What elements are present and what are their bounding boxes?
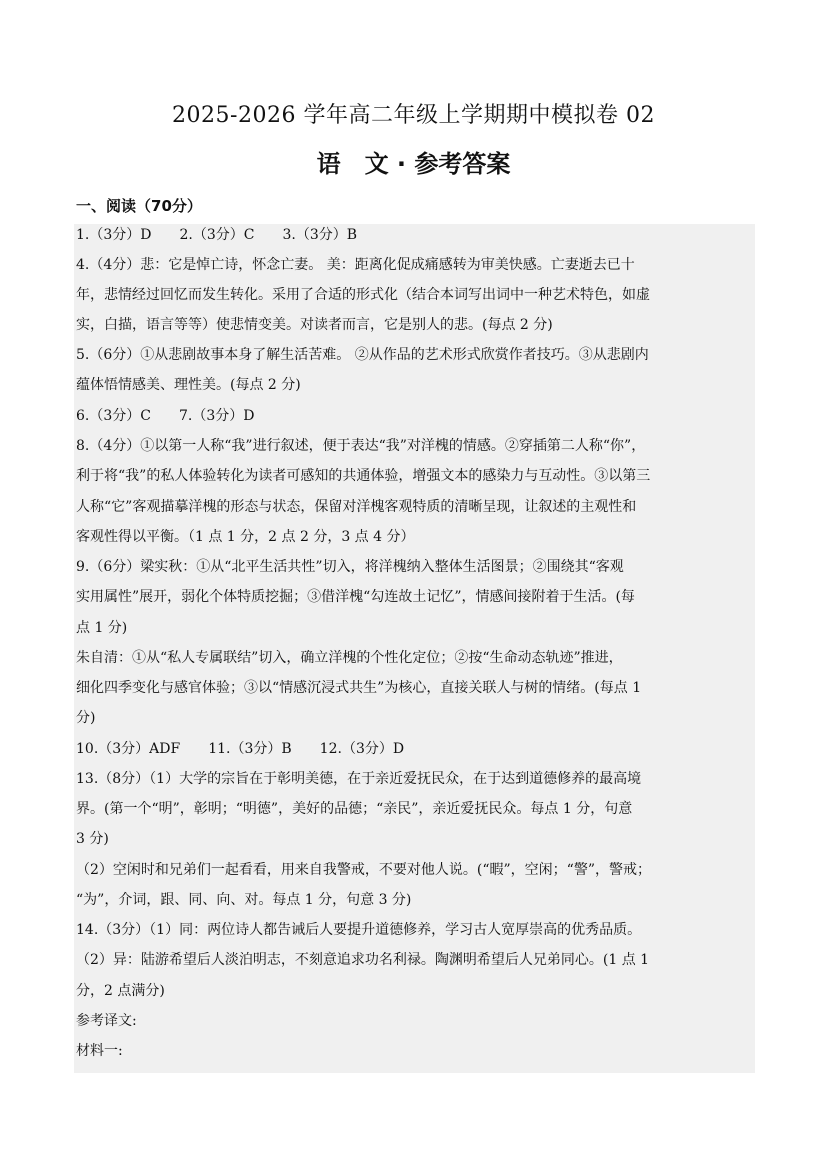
- answer-line: 9.（6分）梁实秋：①从“北平生活共性”切入，将洋槐纳入整体生活图景；②围绕其“客观: [76, 559, 624, 575]
- answer-line: 客观性得以平衡。（1 点 1 分，2 点 2 分，3 点 4 分）: [76, 529, 415, 545]
- answer-body: [74, 224, 755, 1073]
- answer-line: 13.（8分）（1）大学的宗旨在于彰明美德，在于亲近爱抚民众，在于达到道德修养的最高境: [76, 771, 642, 787]
- answer-line: 分): [76, 710, 96, 726]
- answer-line: 4.（4分）悲：它是悼亡诗，怀念亡妻。 美：距离化促成痛感转为审美快感。亡妻逝去已十: [76, 257, 635, 273]
- answer-line: （2）空闲时和兄弟们一起看看，用来自我警戒，不要对他人说。(“暇”，空闲；“警”，警戒；: [76, 862, 651, 878]
- answer-line: 1.（3分）D 2.（3分）C 3.（3分）B: [76, 227, 358, 243]
- answer-line: “为”，介词，跟、同、向、对。每点 1 分，句意 3 分): [76, 892, 412, 908]
- answer-line: 蕴体悟情感美、理性美。(每点 2 分): [76, 377, 301, 393]
- answer-line: 材料一:: [76, 1043, 123, 1059]
- answer-line: 实，白描，语言等等）使悲情变美。对读者而言，它是别人的悲。(每点 2 分): [76, 317, 553, 333]
- answer-line: 参考译文:: [76, 1013, 137, 1029]
- answer-line: 5.（6分）①从悲剧故事本身了解生活苦难。 ②从作品的艺术形式欣赏作者技巧。③从悲剧内: [76, 347, 649, 363]
- page-subtitle: 语 文 · 参考答案: [316, 150, 511, 178]
- answer-line: 3 分): [76, 831, 109, 847]
- answer-line: 分，2 点满分): [76, 983, 165, 999]
- answer-line: 界。(第一个“明”，彰明；“明德”，美好的品德；“亲民”，亲近爱抚民众。每点 1 分，句意: [76, 801, 633, 817]
- answer-line: 8.（4分）①以第一人称“我”进行叙述，便于表达“我”对洋槐的情感。②穿插第二人称“你”，: [76, 438, 646, 454]
- answer-line: 朱自清：①从“私人专属联结”切入，确立洋槐的个性化定位；②按“生命动态轨迹”推进，: [76, 650, 623, 666]
- page-title: 2025-2026 学年高二年级上学期期中模拟卷 02: [172, 103, 655, 128]
- answer-line: 人称“它”客观描摹洋槐的形态与状态，保留对洋槐客观特质的清晰呈现，让叙述的主观性和: [76, 499, 637, 515]
- answer-line: 实用属性”展开，弱化个体特质挖掘；③借洋槐“勾连故土记忆”，情感间接附着于生活。(每: [76, 589, 635, 605]
- answer-line: 年，悲情经过回忆而发生转化。采用了合适的形式化（结合本词写出词中一种艺术特色，如虚: [76, 287, 650, 303]
- answer-line: 利于将“我”的私人体验转化为读者可感知的共通体验，增强文本的感染力与互动性。③以第三: [76, 468, 651, 484]
- answer-line: 6.（3分）C 7.（3分）D: [76, 408, 255, 424]
- answer-line: （2）异：陆游希望后人淡泊明志，不刻意追求功名利禄。陶渊明希望后人兄弟同心。(1 点 1: [76, 952, 650, 968]
- answer-line: 10.（3分）ADF 11.（3分）B 12.（3分）D: [76, 741, 405, 757]
- answer-line: 细化四季变化与感官体验；③以“情感沉浸式共生”为核心，直接关联人与树的情绪。(每点 1: [76, 680, 642, 696]
- section-heading: 一、阅读（70分）: [76, 197, 202, 215]
- answer-line: 14.（3分）（1）同：两位诗人都告诫后人要提升道德修养，学习古人宽厚崇高的优秀品质。: [76, 922, 642, 938]
- answer-line: 点 1 分): [76, 620, 128, 636]
